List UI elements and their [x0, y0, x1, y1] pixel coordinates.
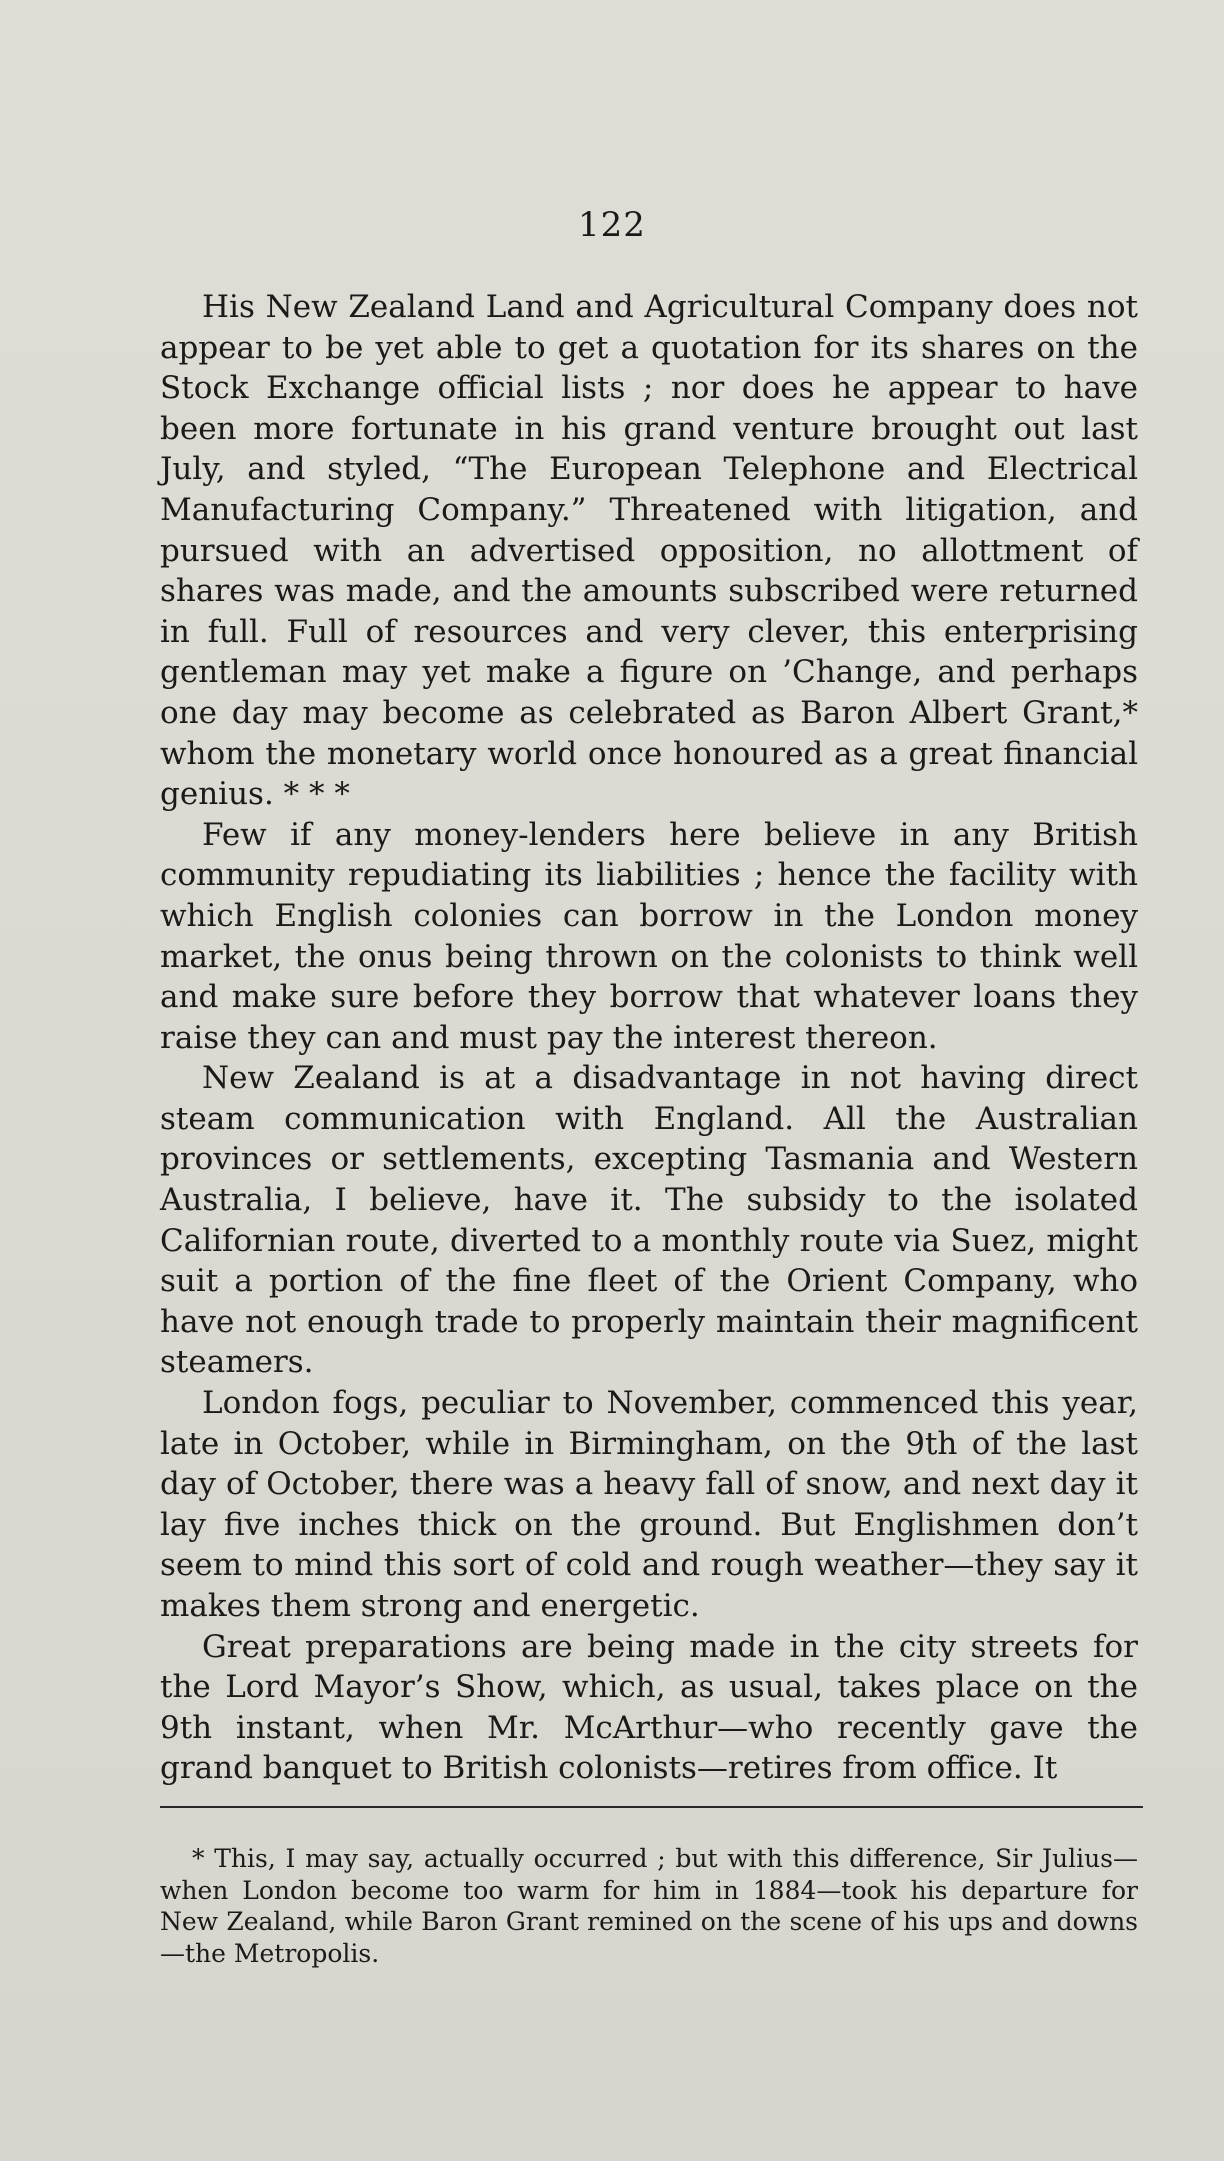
- footnote: * This, I may say, actually occurred ; but with this difference, Sir Julius—when London become too warm for him in 1884—took his departure for New Zealand, while Baron Grant remined on the scene of his ups and downs—the Metropolis.: [160, 1844, 1138, 1968]
- body-text: [160, 287, 1138, 1789]
- paragraph-5: Great preparations are being made in the city streets for the Lord Mayor’s Show, which, as usual, takes place on the 9th instant, when Mr. McArthur—who recently gave the grand banquet to British colonists—retires from office. It: [160, 1628, 1138, 1787]
- paragraph-2: Few if any money-lenders here believe in any British community repudiating its liabilities ; hence the facility with which English colonies can borrow in the London money market, the onus being thrown on the colonists to think well and make sure before they borrow that whatever loans they raise they can and must pay the interest thereon.: [160, 816, 1138, 1056]
- paragraph-3: New Zealand is at a disadvantage in not having direct steam communication with England. All the Australian provinces or settlements, excepting Tasmania and Western Australia, I believe, have it. The subsidy to the isolated Californian route, diverted to a monthly route via Suez, might suit a portion of the fine fleet of the Orient Company, who have not enough trade to properly maintain their magnificent steamers.: [160, 1060, 1138, 1381]
- page-number: 122: [578, 205, 646, 245]
- paragraph-4: London fogs, peculiar to November, commenced this year, late in October, while in Birmingham, on the 9th of the last day of October, there was a heavy fall of snow, and next day it lay five inches thick on the ground. But Englishmen don’t seem to mind this sort of cold and rough weather—they say it makes them strong and energetic.: [160, 1385, 1138, 1624]
- paragraph-1: His New Zealand Land and Agricultural Company does not appear to be yet able to get a quotation for its shares on the Stock Exchange official lists ; nor does he appear to have been more fortunate in his grand venture brought out last July, and styled, “The European Telephone and Electrical Manufacturing Company.” Threatened with litigation, and pursued with an advertised opposition, no allottment of shares was made, and the amounts subscribed were returned in full. Full of resources and very clever, this enterprising gentleman may yet make a figure on ’Change, and perhaps one day may become as celebrated as Baron Albert Grant,* whom the monetary world once honoured as a great financial genius. * * *: [160, 289, 1138, 813]
- footnote-rule: [160, 1806, 1143, 1808]
